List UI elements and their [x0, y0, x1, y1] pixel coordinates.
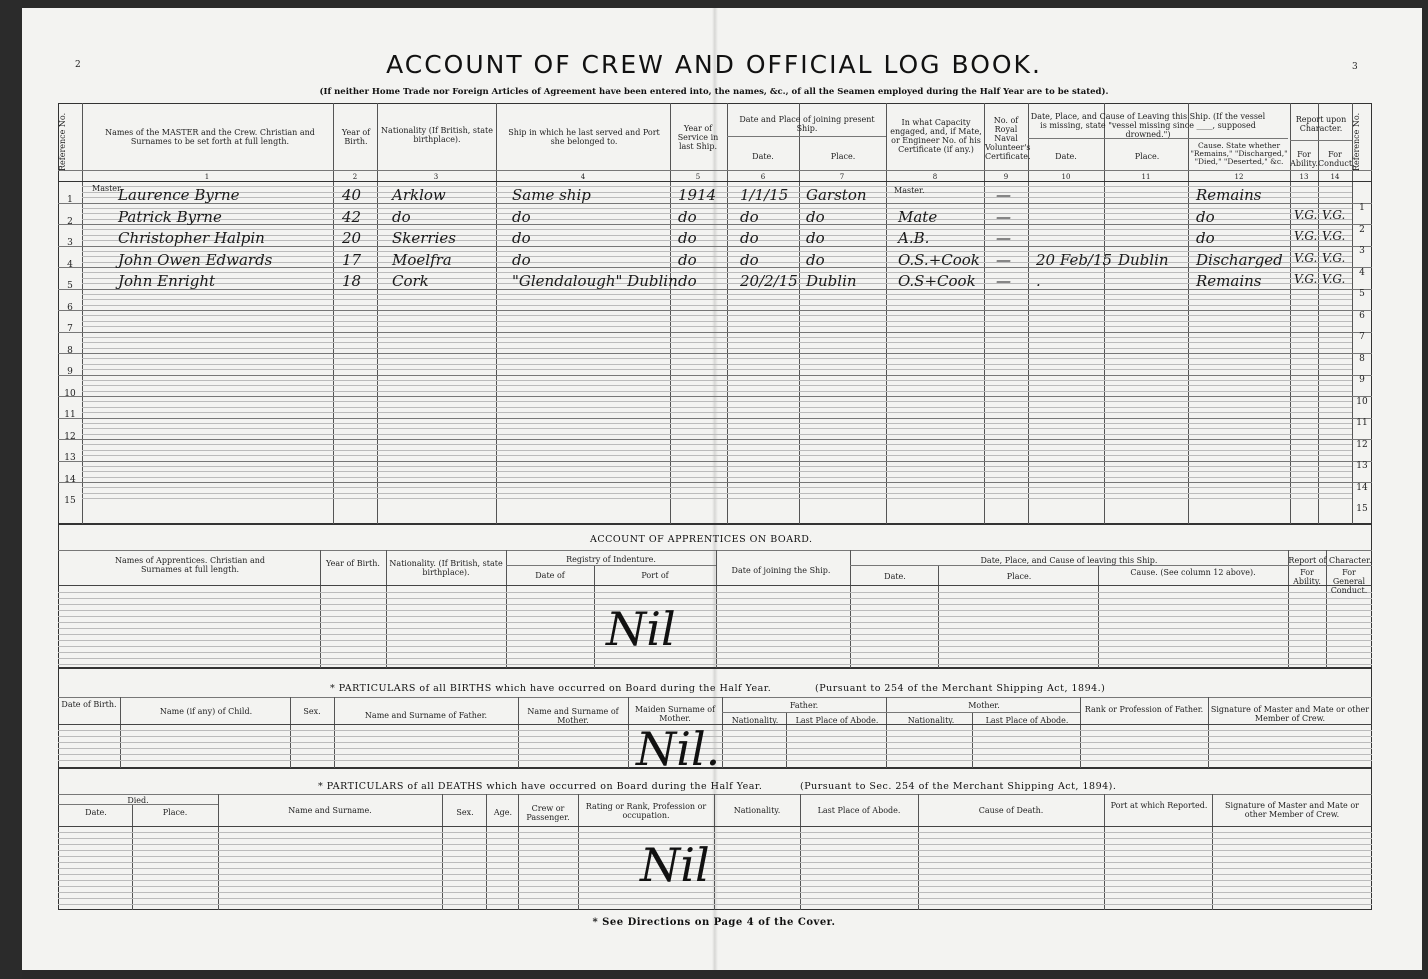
crew-ruling-line: [82, 321, 1352, 322]
crew-ruling-line: [82, 299, 1352, 300]
crew-conduct: V.G.: [1322, 207, 1346, 222]
crew-column-number: 4: [580, 173, 586, 181]
crew-column-number: 6: [760, 173, 766, 181]
crew-join-date: do: [740, 207, 759, 226]
crew-row-line: [58, 482, 1372, 483]
crew-service-year: do: [678, 272, 697, 290]
crew-capacity: Mate: [898, 207, 938, 226]
death-ruling-line: [58, 904, 1372, 905]
crew-column-number: 2: [352, 173, 358, 181]
crew-header-joining-date: Date.: [752, 152, 774, 161]
crew-ruling-line: [82, 391, 1352, 392]
death-header-died: Died.: [127, 796, 149, 805]
birth-header-sex: Sex.: [303, 707, 321, 716]
crew-rnv: —: [996, 250, 1011, 269]
crew-ruling-line: [82, 186, 1352, 187]
death-ruling-line: [58, 868, 1372, 869]
crew-colnum-line: [58, 170, 1372, 171]
crew-cause: do: [1196, 229, 1215, 247]
ref-number-left: 11: [64, 410, 76, 420]
crew-column-number: 12: [1234, 173, 1244, 181]
crew-cause: do: [1196, 207, 1215, 226]
ref-number-left: 5: [67, 281, 73, 291]
crew-join-date: do: [740, 250, 759, 269]
ref-number-left: 6: [67, 302, 73, 313]
crew-capacity: O.S.+Cook: [898, 250, 980, 269]
birth-col-divider: [1208, 697, 1209, 768]
crew-row-line: [58, 375, 1372, 376]
app-header-conduct: For General Conduct.: [1330, 568, 1368, 595]
crew-rnv: —: [996, 229, 1011, 247]
death-header-nationality: Nationality.: [733, 806, 781, 815]
ref-number-left: 10: [64, 388, 76, 399]
footer-note: * See Directions on Page 4 of the Cover.: [592, 917, 836, 928]
crew-ruling-line: [82, 434, 1352, 435]
crew-leave-date: 20 Feb/15: [1036, 250, 1113, 269]
death-ruling-line: [58, 856, 1372, 857]
app-header-leaving: Date, Place, and Cause of leaving this Ship.: [980, 556, 1158, 565]
crew-name: John Enright: [118, 272, 216, 290]
birth-header-maiden: Maiden Surname of Mother.: [634, 705, 716, 723]
birth-col-divider: [1080, 697, 1081, 768]
crew-ruling-line: [82, 444, 1352, 445]
apprentices-title: ACCOUNT OF APPRENTICES ON BOARD.: [590, 534, 813, 545]
crew-header-ref: Reference No.: [58, 112, 67, 172]
crew-column-number: 14: [1330, 173, 1340, 181]
crew-header-ref-right: Reference No.: [1352, 112, 1361, 172]
app-header-nationality: Nationality. (If British, state birthplace).: [389, 559, 503, 577]
death-ruling-line: [58, 862, 1372, 863]
crew-name: Laurence Byrne: [118, 186, 240, 204]
crew-ship: Same ship: [512, 186, 591, 204]
app-header-date-of: Date of: [535, 571, 565, 580]
death-ruling-line: [58, 832, 1372, 833]
crew-ruling-line: [82, 283, 1352, 284]
crew-ruling-line: [82, 471, 1352, 472]
birth-header-father-abode: Last Place of Abode.: [795, 716, 879, 725]
birth-header-mother-nationality: Nationality.: [907, 716, 955, 725]
birth-header-mother: Mother.: [968, 701, 1000, 710]
crew-ruling-line: [82, 498, 1352, 499]
app-ruling-line: [58, 640, 1372, 641]
crew-header-joining-place: Place.: [830, 152, 856, 161]
app-header-year: Year of Birth.: [326, 559, 380, 568]
birth-col-divider: [334, 697, 335, 768]
crew-cause: Discharged: [1196, 250, 1283, 269]
ref-number-right: 5: [1359, 289, 1365, 299]
app-header-registry: Registry of Indenture.: [566, 555, 656, 564]
ref-number-right: 4: [1359, 267, 1365, 278]
crew-row-line: [58, 224, 1372, 225]
crew-ruling-line: [82, 342, 1352, 343]
crew-header-bottom-line: [58, 181, 1372, 182]
crew-header-ship: Ship in which he last served and Port she belonged to.: [508, 128, 660, 146]
death-header-abode: Last Place of Abode.: [817, 806, 901, 815]
crew-header-joining: Date and Place of joining present Ship.: [739, 115, 875, 133]
app-header-names: Names of Apprentices. Christian and Surnames at full length.: [114, 556, 265, 574]
crew-ruling-line: [82, 401, 1352, 402]
crew-row-line: [58, 310, 1372, 311]
crew-header-nationality: Nationality (If British, state birthplace).: [381, 126, 493, 144]
death-header-bottom: [58, 826, 1372, 827]
crew-join-date: do: [740, 229, 759, 247]
death-header-place: Place.: [162, 808, 188, 817]
crew-ruling-line: [82, 272, 1352, 273]
crew-ship: do: [512, 229, 531, 247]
ref-number-left: 4: [67, 259, 73, 270]
app-col-divider: [850, 550, 851, 668]
page-title: ACCOUNT OF CREW AND OFFICIAL LOG BOOK.: [386, 50, 1042, 79]
crew-cause: Remains: [1196, 186, 1262, 204]
crew-column-number: 10: [1061, 173, 1071, 181]
crew-ruling-line: [82, 192, 1352, 193]
birth-sub-line: [722, 712, 1080, 713]
crew-ship: "Glendalough" Dublin: [512, 272, 678, 290]
ref-number-right: 2: [1359, 224, 1365, 235]
ref-number-left: 14: [64, 474, 76, 485]
crew-header-ability: For Ability.: [1290, 150, 1318, 168]
app-col-divider: [506, 550, 507, 668]
crew-column-number: 9: [1003, 173, 1009, 181]
deaths-nil: Nil: [640, 838, 710, 892]
death-header-cause: Cause of Death.: [978, 806, 1044, 815]
crew-rnv: —: [996, 207, 1011, 226]
ref-number-left: 3: [67, 238, 73, 248]
crew-ruling-line: [82, 348, 1352, 349]
app-header-report: Report of Character.: [1288, 556, 1372, 565]
crew-row-line: [58, 418, 1372, 419]
crew-nationality: Cork: [392, 272, 429, 290]
crew-row-line: [58, 353, 1372, 354]
ref-number-left: 1: [67, 195, 73, 205]
crew-service-year: do: [678, 207, 697, 226]
crew-join-place: do: [806, 229, 825, 247]
ref-number-right: 8: [1359, 353, 1365, 364]
crew-ruling-line: [82, 380, 1352, 381]
crew-ruling-line: [82, 487, 1352, 488]
birth-header-mother-abode: Last Place of Abode.: [985, 716, 1069, 725]
crew-name: John Owen Edwards: [118, 250, 273, 269]
birth-title-line: [58, 697, 1372, 698]
crew-ruling-line: [82, 278, 1352, 279]
crew-ability: V.G.: [1294, 207, 1318, 222]
ref-number-left: 15: [64, 496, 76, 506]
crew-ruling-line: [82, 235, 1352, 236]
death-ruling-line: [58, 898, 1372, 899]
birth-col-divider: [518, 697, 519, 768]
ref-number-right: 13: [1356, 461, 1368, 471]
app-title-line: [58, 550, 1372, 551]
birth-col-divider: [120, 697, 121, 768]
death-ruling-line: [58, 892, 1372, 893]
crew-ruling-line: [82, 428, 1352, 429]
crew-year: 18: [342, 272, 362, 290]
crew-nationality: do: [392, 207, 411, 226]
crew-header-leaving-date: Date.: [1055, 152, 1077, 161]
app-header-date: Date.: [884, 572, 906, 581]
birth-header-father-name: Name and Surname of Father.: [364, 711, 488, 720]
ref-number-left: 2: [67, 216, 73, 227]
birth-header-name: Name (if any) of Child.: [159, 707, 253, 716]
birth-col-divider: [290, 697, 291, 768]
crew-master-label: Master.: [92, 184, 123, 193]
crew-ruling-line: [82, 240, 1352, 241]
ref-number-right: 1: [1359, 203, 1365, 213]
crew-ruling-line: [82, 213, 1352, 214]
crew-leave-date: .: [1036, 272, 1041, 290]
crew-join-place: do: [806, 207, 825, 226]
death-ruling-line: [58, 838, 1372, 839]
ref-number-left: 13: [64, 453, 76, 463]
page-edge-shadow: [0, 0, 22, 979]
crew-ship: do: [512, 207, 531, 226]
ref-number-right: 14: [1356, 482, 1368, 493]
ref-number-left: 12: [64, 431, 76, 442]
crew-ruling-line: [82, 219, 1352, 220]
birth-header-mother-name: Name and Surname of Mother.: [527, 707, 619, 725]
ref-number-right: 15: [1356, 504, 1368, 514]
crew-year: 20: [342, 229, 362, 247]
ref-number-right: 11: [1356, 418, 1368, 428]
ref-number-left: 7: [67, 324, 73, 334]
crew-rnv: —: [996, 272, 1011, 290]
birth-header-father-nationality: Nationality.: [731, 716, 779, 725]
crew-ruling-line: [82, 315, 1352, 316]
crew-year: 40: [342, 186, 362, 204]
crew-ruling-line: [82, 358, 1352, 359]
crew-year: 17: [342, 250, 362, 269]
app-ruling-line: [58, 634, 1372, 635]
app-ruling-line: [58, 622, 1372, 623]
crew-column-number: 3: [433, 173, 439, 181]
crew-join-date: 1/1/15: [740, 186, 789, 204]
crew-ability: V.G.: [1294, 250, 1318, 265]
crew-ruling-line: [82, 197, 1352, 198]
app-ruling-line: [58, 658, 1372, 659]
crew-row-line: [58, 461, 1372, 462]
death-header-date: Date.: [85, 808, 107, 817]
right-page-number: 3: [1352, 62, 1358, 72]
crew-header-report: Report upon Character.: [1295, 115, 1347, 133]
ref-number-left: 8: [67, 345, 73, 356]
crew-ruling-line: [82, 407, 1352, 408]
crew-join-place: do: [806, 250, 825, 269]
crew-ruling-line: [82, 423, 1352, 424]
crew-ruling-line: [82, 369, 1352, 370]
crew-ruling-line: [82, 450, 1352, 451]
crew-cause: Remains: [1196, 272, 1262, 290]
crew-ruling-line: [82, 477, 1352, 478]
crew-sub-header-line: [1290, 140, 1352, 141]
crew-conduct: V.G.: [1322, 250, 1346, 265]
ref-number-right: 3: [1359, 246, 1365, 256]
crew-row-line: [58, 289, 1372, 290]
death-ruling-line: [58, 844, 1372, 845]
ref-number-left: 9: [67, 367, 73, 377]
crew-column-number: 8: [932, 173, 938, 181]
death-header-signature: Signature of Master and Mate or other Member of Crew.: [1225, 801, 1359, 819]
death-header-crew: Crew or Passenger.: [526, 804, 570, 822]
app-col-divider: [320, 550, 321, 668]
crew-capacity: O.S+Cook: [898, 272, 976, 290]
births-title: * PARTICULARS of all BIRTHS which have occurred on Board during the Half Year.: [330, 683, 772, 694]
app-header-ability: For Ability.: [1293, 568, 1321, 586]
crew-rnv: —: [996, 186, 1011, 204]
birth-header-date: Date of Birth.: [61, 700, 117, 709]
ref-number-right: 6: [1359, 310, 1365, 321]
crew-header-leaving: Date, Place, and Cause of Leaving this Ship. (If the vessel is missing, state "vessel missing since ____, supposed drowned."): [1030, 112, 1266, 139]
app-header-cause: Cause. (See column 12 above).: [1130, 568, 1256, 577]
crew-ruling-line: [82, 466, 1352, 467]
ref-number-right: 10: [1356, 396, 1368, 407]
app-ruling-line: [58, 604, 1372, 605]
app-sub-line: [506, 565, 716, 566]
crew-ruling-line: [82, 412, 1352, 413]
ref-number-right: 12: [1356, 439, 1368, 450]
crew-row-line: [58, 396, 1372, 397]
left-page-number: 2: [75, 60, 81, 70]
death-header-age: Age.: [493, 808, 513, 817]
crew-row-line: [58, 439, 1372, 440]
crew-ruling-line: [82, 385, 1352, 386]
app-ruling-line: [58, 598, 1372, 599]
birth-col-divider: [886, 697, 887, 768]
crew-service-year: 1914: [678, 186, 717, 204]
crew-ruling-line: [82, 326, 1352, 327]
death-col-divider: [132, 804, 133, 910]
ref-number-right: 9: [1359, 375, 1365, 385]
births-note: (Pursuant to 254 of the Merchant Shipping Act, 1894.): [815, 683, 1106, 694]
birth-header-signature: Signature of Master and Mate or other Member of Crew.: [1210, 705, 1370, 723]
crew-header-leaving-place: Place.: [1134, 152, 1160, 161]
app-header-port-of: Port of: [641, 571, 669, 580]
crew-header-rnv: No. of Royal Naval Volunteer's Certificate.: [985, 116, 1031, 161]
births-nil: Nil.: [636, 722, 721, 776]
crew-ship: do: [512, 250, 531, 269]
death-header-sex: Sex.: [456, 808, 474, 817]
app-ruling-line: [58, 616, 1372, 617]
crew-name: Patrick Byrne: [118, 207, 222, 226]
crew-header-conduct: For Conduct.: [1318, 150, 1355, 168]
crew-header-capacity: In what Capacity engaged, and, if Mate, or Engineer No. of his Certificate (if any.): [890, 118, 982, 154]
crew-sub-header-line: [727, 136, 886, 137]
crew-master-capacity-label: Master.: [894, 186, 925, 195]
crew-ruling-line: [82, 493, 1352, 494]
crew-column-number: 13: [1299, 173, 1309, 181]
app-ruling-line: [58, 628, 1372, 629]
crew-join-date: 20/2/15: [740, 272, 798, 290]
death-header-rating: Rating or Rank, Profession or occupation.: [585, 802, 707, 820]
crew-ability: V.G.: [1294, 229, 1318, 243]
crew-header-leaving-cause: Cause. State whether "Remains," "Discharged," "Died," "Deserted," &c.: [1190, 141, 1288, 166]
death-title-line: [58, 794, 1372, 795]
birth-header-rank: Rank or Profession of Father.: [1084, 705, 1204, 714]
death-ruling-line: [58, 874, 1372, 875]
crew-service-year: do: [678, 229, 697, 247]
crew-header-names: Names of the MASTER and the Crew. Christian and Surnames to be set forth at full length.: [105, 128, 315, 146]
crew-column-number: 7: [839, 173, 845, 181]
death-header-port: Port at which Reported.: [1110, 801, 1208, 810]
app-ruling-line: [58, 652, 1372, 653]
crew-ruling-line: [82, 455, 1352, 456]
crew-nationality: Moelfra: [392, 250, 452, 269]
crew-ruling-line: [82, 208, 1352, 209]
crew-ruling-line: [82, 229, 1352, 230]
app-header-bottom: [58, 585, 1372, 586]
apprentices-nil: Nil: [606, 602, 676, 656]
crew-ruling-line: [82, 294, 1352, 295]
crew-header-year-service: Year of Service in last Ship.: [677, 124, 719, 151]
crew-ruling-line: [82, 305, 1352, 306]
crew-join-place: Garston: [806, 186, 867, 204]
crew-year: 42: [342, 207, 362, 226]
crew-column-number: 1: [204, 173, 210, 181]
crew-conduct: V.G.: [1322, 229, 1346, 243]
ref-number-right: 7: [1359, 332, 1365, 342]
crew-join-place: Dublin: [806, 272, 857, 290]
app-ruling-line: [58, 610, 1372, 611]
death-ruling-line: [58, 850, 1372, 851]
app-header-place: Place.: [1006, 572, 1032, 581]
app-ruling-line: [58, 646, 1372, 647]
deaths-title: * PARTICULARS of all DEATHS which have occurred on Board during the Half Year.: [318, 781, 763, 792]
crew-header-year: Year of Birth.: [341, 128, 371, 146]
crew-row-line: [58, 332, 1372, 333]
crew-column-number: 5: [695, 173, 701, 181]
app-header-joining: Date of joining the Ship.: [731, 566, 831, 575]
page-subtitle: (If neither Home Trade nor Foreign Articles of Agreement have been entered into, the names, &c., of all the Seamen employed during the Half Year are to be stated).: [319, 87, 1109, 97]
death-ruling-line: [58, 886, 1372, 887]
crew-service-year: do: [678, 250, 697, 269]
app-ruling-line: [58, 592, 1372, 593]
app-ruling-line: [58, 664, 1372, 665]
app-col-divider: [386, 550, 387, 668]
death-header-name: Name and Surname.: [288, 806, 372, 815]
death-ruling-line: [58, 880, 1372, 881]
deaths-note: (Pursuant to Sec. 254 of the Merchant Shipping Act, 1894).: [800, 781, 1117, 792]
crew-name: Christopher Halpin: [118, 229, 265, 247]
crew-capacity: A.B.: [898, 229, 930, 247]
crew-nationality: Arklow: [392, 186, 446, 204]
crew-column-number: 11: [1141, 173, 1151, 181]
crew-leave-place: Dublin: [1118, 250, 1169, 269]
crew-nationality: Skerries: [392, 229, 456, 247]
crew-ruling-line: [82, 364, 1352, 365]
birth-header-father: Father.: [789, 701, 819, 710]
crew-ruling-line: [82, 337, 1352, 338]
crew-conduct: V.G.: [1322, 272, 1346, 286]
app-sub-line: [850, 565, 1372, 566]
crew-ability: V.G.: [1294, 272, 1318, 286]
